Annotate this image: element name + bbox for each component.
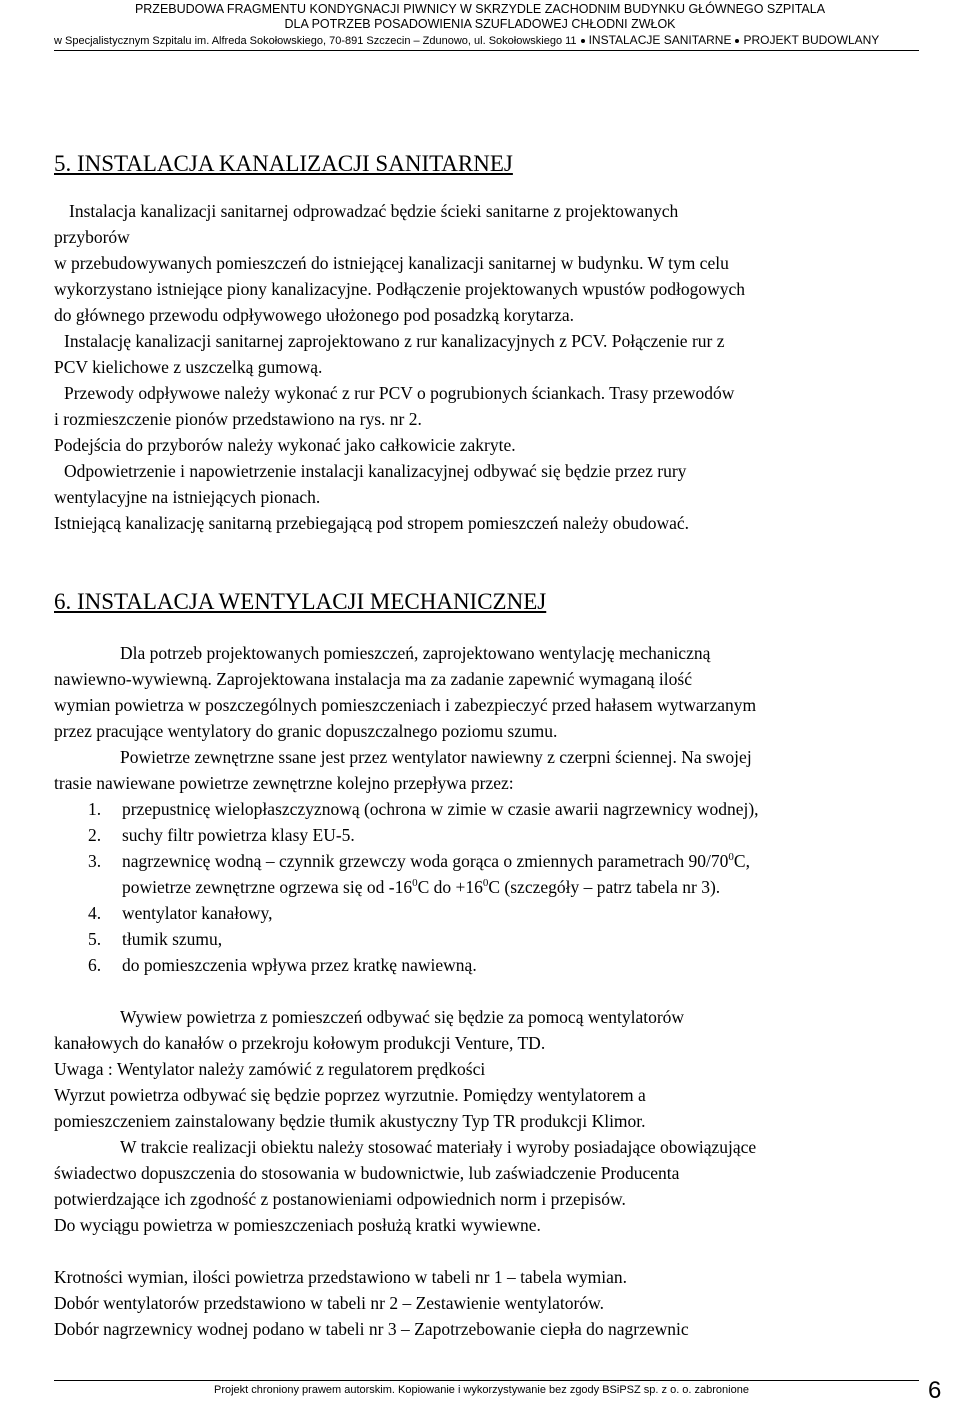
s6-para3-line-1: Wywiew powietrza z pomieszczeń odbywać się będzie za pomocą wentylatorów (120, 1007, 685, 1027)
list-text: nagrzewnicę wodną – czynnik grzewczy woda gorąca o zmiennych parametrach $90/70^0C$, (122, 851, 750, 871)
s5-line-6: Instalację kanalizacji sanitarnej zaprojektowano z rur kanalizacyjnych z PCV. Połączenie rur z (64, 331, 725, 351)
s6-para4-line-3: potwierdzające ich zgodność z postanowieniami odpowiednich norm i przepisów. (54, 1189, 626, 1209)
list-item (54, 848, 924, 874)
list-number: 3. (88, 851, 102, 871)
bullet-icon (735, 39, 739, 43)
s5-line-5: do głównego przewodu odpływowego ułożonego pod posadzką korytarza. (54, 305, 575, 325)
list-item (54, 926, 924, 952)
page-number: 6 (928, 1377, 942, 1404)
header-address: w Specjalistycznym Szpitalu im. Alfreda Sokołowskiego, 70-891 Szczecin – Zdunowo, ul. Sokołowskiego 11 (54, 35, 577, 47)
header-rule (54, 50, 919, 51)
s6-para2-line-1: Powietrze zewnętrzne ssane jest przez wentylator nawiewny z czerpni ściennej. Na swojej (120, 747, 752, 767)
s5-line-9: i rozmieszczenie pionów przedstawiono na rys. nr 2. (54, 409, 422, 429)
s5-line-7: PCV kielichowe z uszczelką gumową. (54, 357, 323, 377)
s5-line-10: Podejścia do przyborów należy wykonać jako całkowicie zakryte. (54, 435, 516, 455)
s6-para5-line-3: Dobór nagrzewnicy wodnej podano w tabeli nr 3 – Zapotrzebowanie ciepła do nagrzewnic (54, 1319, 689, 1339)
s5-line-8: Przewody odpływowe należy wykonać z rur PCV o pogrubionych ściankach. Trasy przewodów (64, 383, 735, 403)
s5-line-1: Instalacja kanalizacji sanitarnej odprowadzać będzie ścieki sanitarne z projektowanych (69, 201, 679, 221)
s6-para3-line-2: kanałowych do kanałów o przekroju kołowym produkcji Venture, TD. (54, 1033, 546, 1053)
header-line-2: DLA POTRZEB POSADOWIENIA SZUFLADOWEJ CHŁODNI ZWŁOK (284, 17, 676, 31)
list-number: 4. (88, 903, 102, 923)
s6-para4-line-2: świadectwo dopuszczenia do stosowania w budownictwie, lub zaświadczenie Producenta (54, 1163, 680, 1183)
list-item (54, 822, 924, 848)
document-body (54, 150, 924, 1342)
s6-para3-line-4: Wyrzut powietrza odbywać się będzie poprzez wyrzutnie. Pomiędzy wentylatorem a (54, 1085, 646, 1105)
s6-para5-line-1: Krotności wymian, ilości powietrza przedstawiono w tabeli nr 1 – tabela wymian. (54, 1267, 627, 1287)
list-text: tłumik szumu, (122, 929, 223, 949)
list-item (54, 796, 924, 822)
s6-para1-line-2: nawiewno-wywiewną. Zaprojektowana instalacja ma za zadanie zapewnić wymaganą ilość (54, 669, 692, 689)
header-tag-installations: INSTALACJE SANITARNE (588, 33, 732, 47)
list-item (54, 900, 924, 926)
list-text: do pomieszczenia wpływa przez kratkę nawiewną. (122, 955, 477, 975)
header-line-1: PRZEBUDOWA FRAGMENTU KONDYGNACJI PIWNICY W SKRZYDLE ZACHODNIM BUDYNKU GŁÓWNEGO SZPITALA (134, 2, 826, 16)
s6-para1-line-3: wymian powietrza w poszczególnych pomieszczeniach i zabezpieczyć przed hałasem wytwarzanym (54, 695, 757, 715)
s5-line-12: wentylacyjne na istniejących pionach. (54, 487, 321, 507)
list-number: 2. (88, 825, 102, 845)
list-number: 6. (88, 955, 102, 975)
s5-line-13: Istniejącą kanalizację sanitarną przebiegającą pod stropem pomieszczeń należy obudować. (54, 513, 690, 533)
s6-para2-line-2: trasie nawiewane powietrze zewnętrzne kolejno przepływa przez: (54, 773, 514, 793)
s5-line-2: przyborów (54, 227, 130, 247)
s6-para1-line-1: Dla potrzeb projektowanych pomieszczeń, zaprojektowano wentylację mechaniczną (120, 643, 711, 663)
list-text: wentylator kanałowy, (122, 903, 273, 923)
s6-para3-line-5: pomieszczeniem zainstalowany będzie tłumik akustyczny Typ TR produkcji Klimor. (54, 1111, 646, 1131)
s6-para4-line-4: Do wyciągu powietrza w pomieszczeniach posłużą kratki wywiewne. (54, 1215, 541, 1235)
s5-line-4: wykorzystano istniejące piony kanalizacyjne. Podłączenie projektowanych wpustów podłogowych (54, 279, 746, 299)
s6-para4-line-1: W trakcie realizacji obiektu należy stosować materiały i wyroby posiadające obowiązujące (120, 1137, 757, 1157)
section-5-title: 5. INSTALACJA KANALIZACJI SANITARNEJ (54, 151, 513, 176)
list-item-continuation: powietrze zewnętrzne ogrzewa się od $-16^0C$ do $+16^0C$ (szczegóły – patrz tabela nr 3). (122, 877, 721, 897)
list-item (54, 952, 924, 978)
list-text: suchy filtr powietrza klasy EU-5. (122, 825, 355, 845)
bullet-icon (581, 39, 585, 43)
footer-copyright: Projekt chroniony prawem autorskim. Kopiowanie i wykorzystywanie bez zgody BSiPSZ sp. z o. o. zabronione (214, 1384, 749, 1396)
list-number: 5. (88, 929, 102, 949)
footer-rule (54, 1380, 919, 1381)
list-text: przepustnicę wielopłaszczyznową (ochrona w zimie w czasie awarii nagrzewnicy wodnej), (122, 799, 759, 819)
s5-line-11: Odpowietrzenie i napowietrzenie instalacji kanalizacyjnej odbywać się będzie przez rury (64, 461, 687, 481)
header-line-3 (54, 33, 934, 48)
air-path-list (54, 796, 924, 978)
s6-para1-line-4: przez pracujące wentylatory do granic dopuszczalnego poziomu szumu. (54, 721, 558, 741)
s5-line-3: w przebudowywanych pomieszczeń do istniejącej kanalizacji sanitarnej w budynku. W tym celu (54, 253, 729, 273)
section-6-title: 6. INSTALACJA WENTYLACJI MECHANICZNEJ (54, 589, 547, 614)
s6-para3-line-3: Uwaga : Wentylator należy zamówić z regulatorem prędkości (54, 1059, 486, 1079)
header-tag-project: PROJEKT BUDOWLANY (743, 33, 880, 47)
list-number: 1. (88, 799, 102, 819)
s6-para5-line-2: Dobór wentylatorów przedstawiono w tabeli nr 2 – Zestawienie wentylatorów. (54, 1293, 604, 1313)
